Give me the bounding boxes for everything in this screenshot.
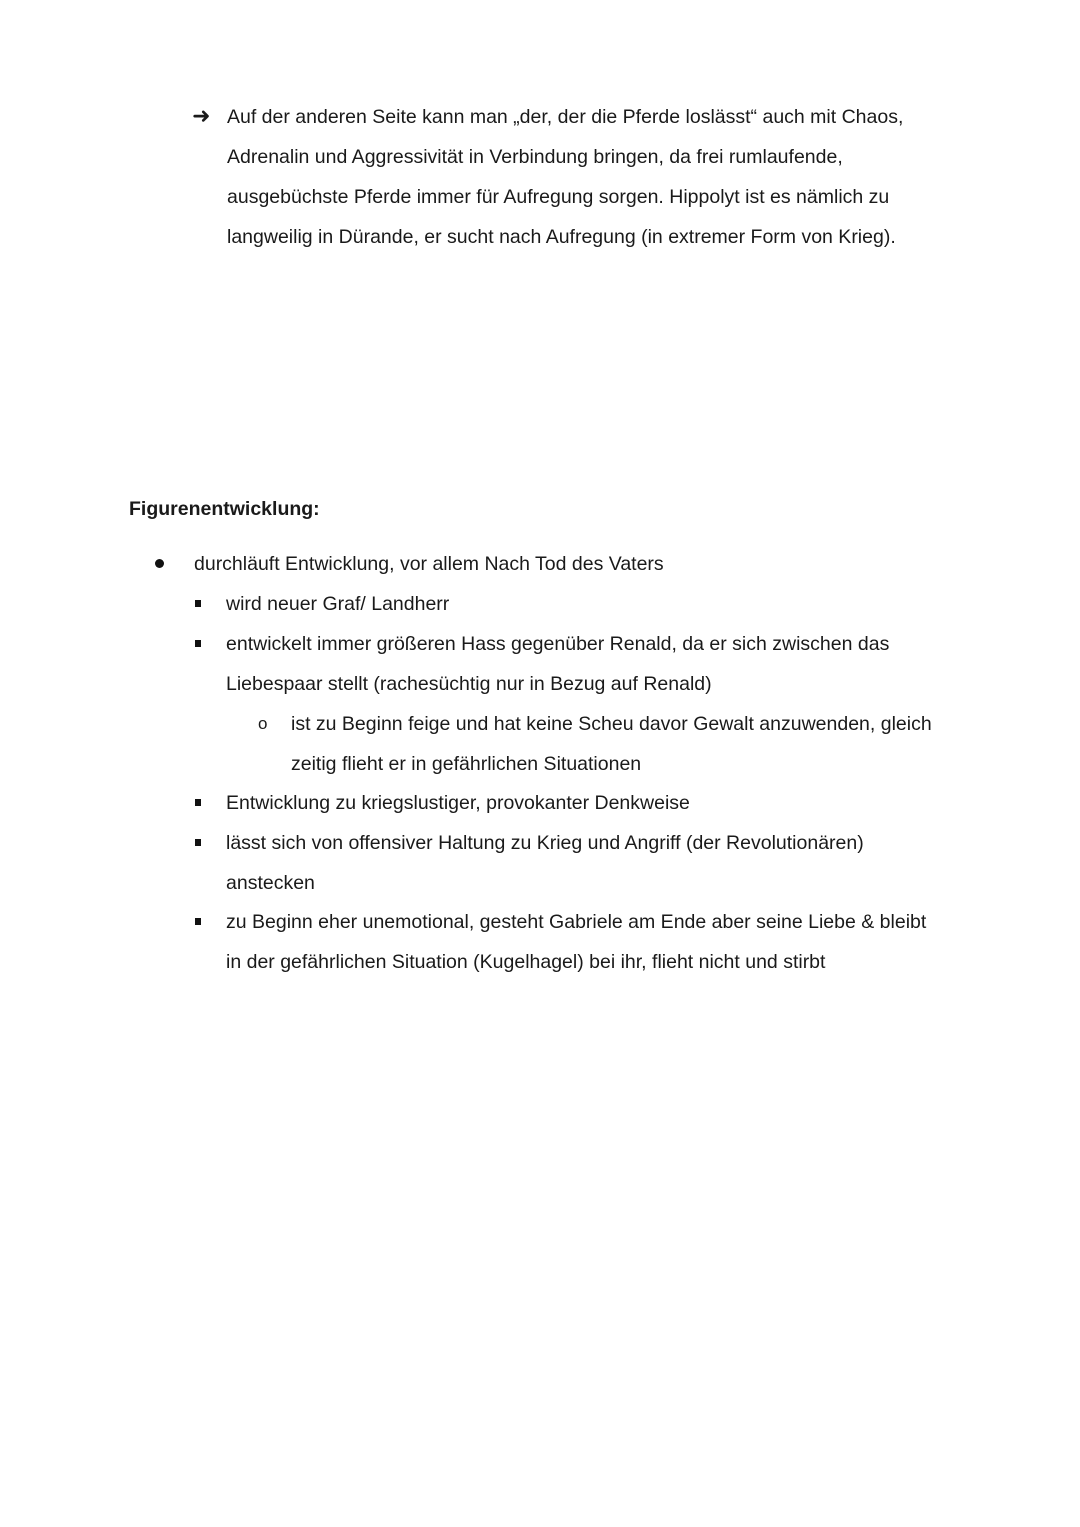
- arrow-paragraph-line: Adrenalin und Aggressivität in Verbindung bringen, da frei rumlaufende,: [227, 146, 843, 168]
- arrow-paragraph-line: langweilig in Dürande, er sucht nach Aufregung (in extremer Form von Krieg).: [227, 226, 896, 248]
- sub-list-item-text: lässt sich von offensiver Haltung zu Krieg und Angriff (der Revolutionären): [226, 832, 864, 854]
- bullet-dot-icon: [155, 559, 164, 568]
- square-bullet-icon: [195, 640, 201, 647]
- section-heading: Figurenentwicklung:: [129, 498, 320, 520]
- sub-list-item-text: anstecken: [226, 872, 315, 894]
- sub-list-item-text: Entwicklung zu kriegslustiger, provokanter Denkweise: [226, 792, 690, 814]
- sub-list-item-text: zu Beginn eher unemotional, gesteht Gabriele am Ende aber seine Liebe & bleibt: [226, 911, 927, 933]
- square-bullet-icon: [195, 600, 201, 607]
- nested-list-item-text: zeitig flieht er in gefährlichen Situationen: [291, 753, 642, 775]
- arrow-paragraph-line: Auf der anderen Seite kann man „der, der die Pferde loslässt“ auch mit Chaos,: [227, 106, 904, 128]
- square-bullet-icon: [195, 839, 201, 846]
- square-bullet-icon: [195, 799, 201, 806]
- square-bullet-icon: [195, 918, 201, 925]
- sub-list-item-text: Liebespaar stellt (rachesüchtig nur in Bezug auf Renald): [226, 673, 712, 695]
- nested-list-item-text: ist zu Beginn feige und hat keine Scheu davor Gewalt anzuwenden, gleich: [291, 713, 932, 735]
- circle-bullet-icon: o: [258, 714, 268, 733]
- sub-list-item-text: entwickelt immer größeren Hass gegenüber Renald, da er sich zwischen das: [226, 633, 890, 655]
- arrow-right-icon: ➜: [192, 103, 211, 128]
- sub-list-item-text: in der gefährlichen Situation (Kugelhagel) bei ihr, flieht nicht und stirbt: [226, 951, 826, 973]
- sub-list-item-text: wird neuer Graf/ Landherr: [226, 593, 450, 615]
- arrow-paragraph-line: ausgebüchste Pferde immer für Aufregung sorgen. Hippolyt ist es nämlich zu: [227, 186, 890, 208]
- list-item-text: durchläuft Entwicklung, vor allem Nach Tod des Vaters: [194, 553, 664, 575]
